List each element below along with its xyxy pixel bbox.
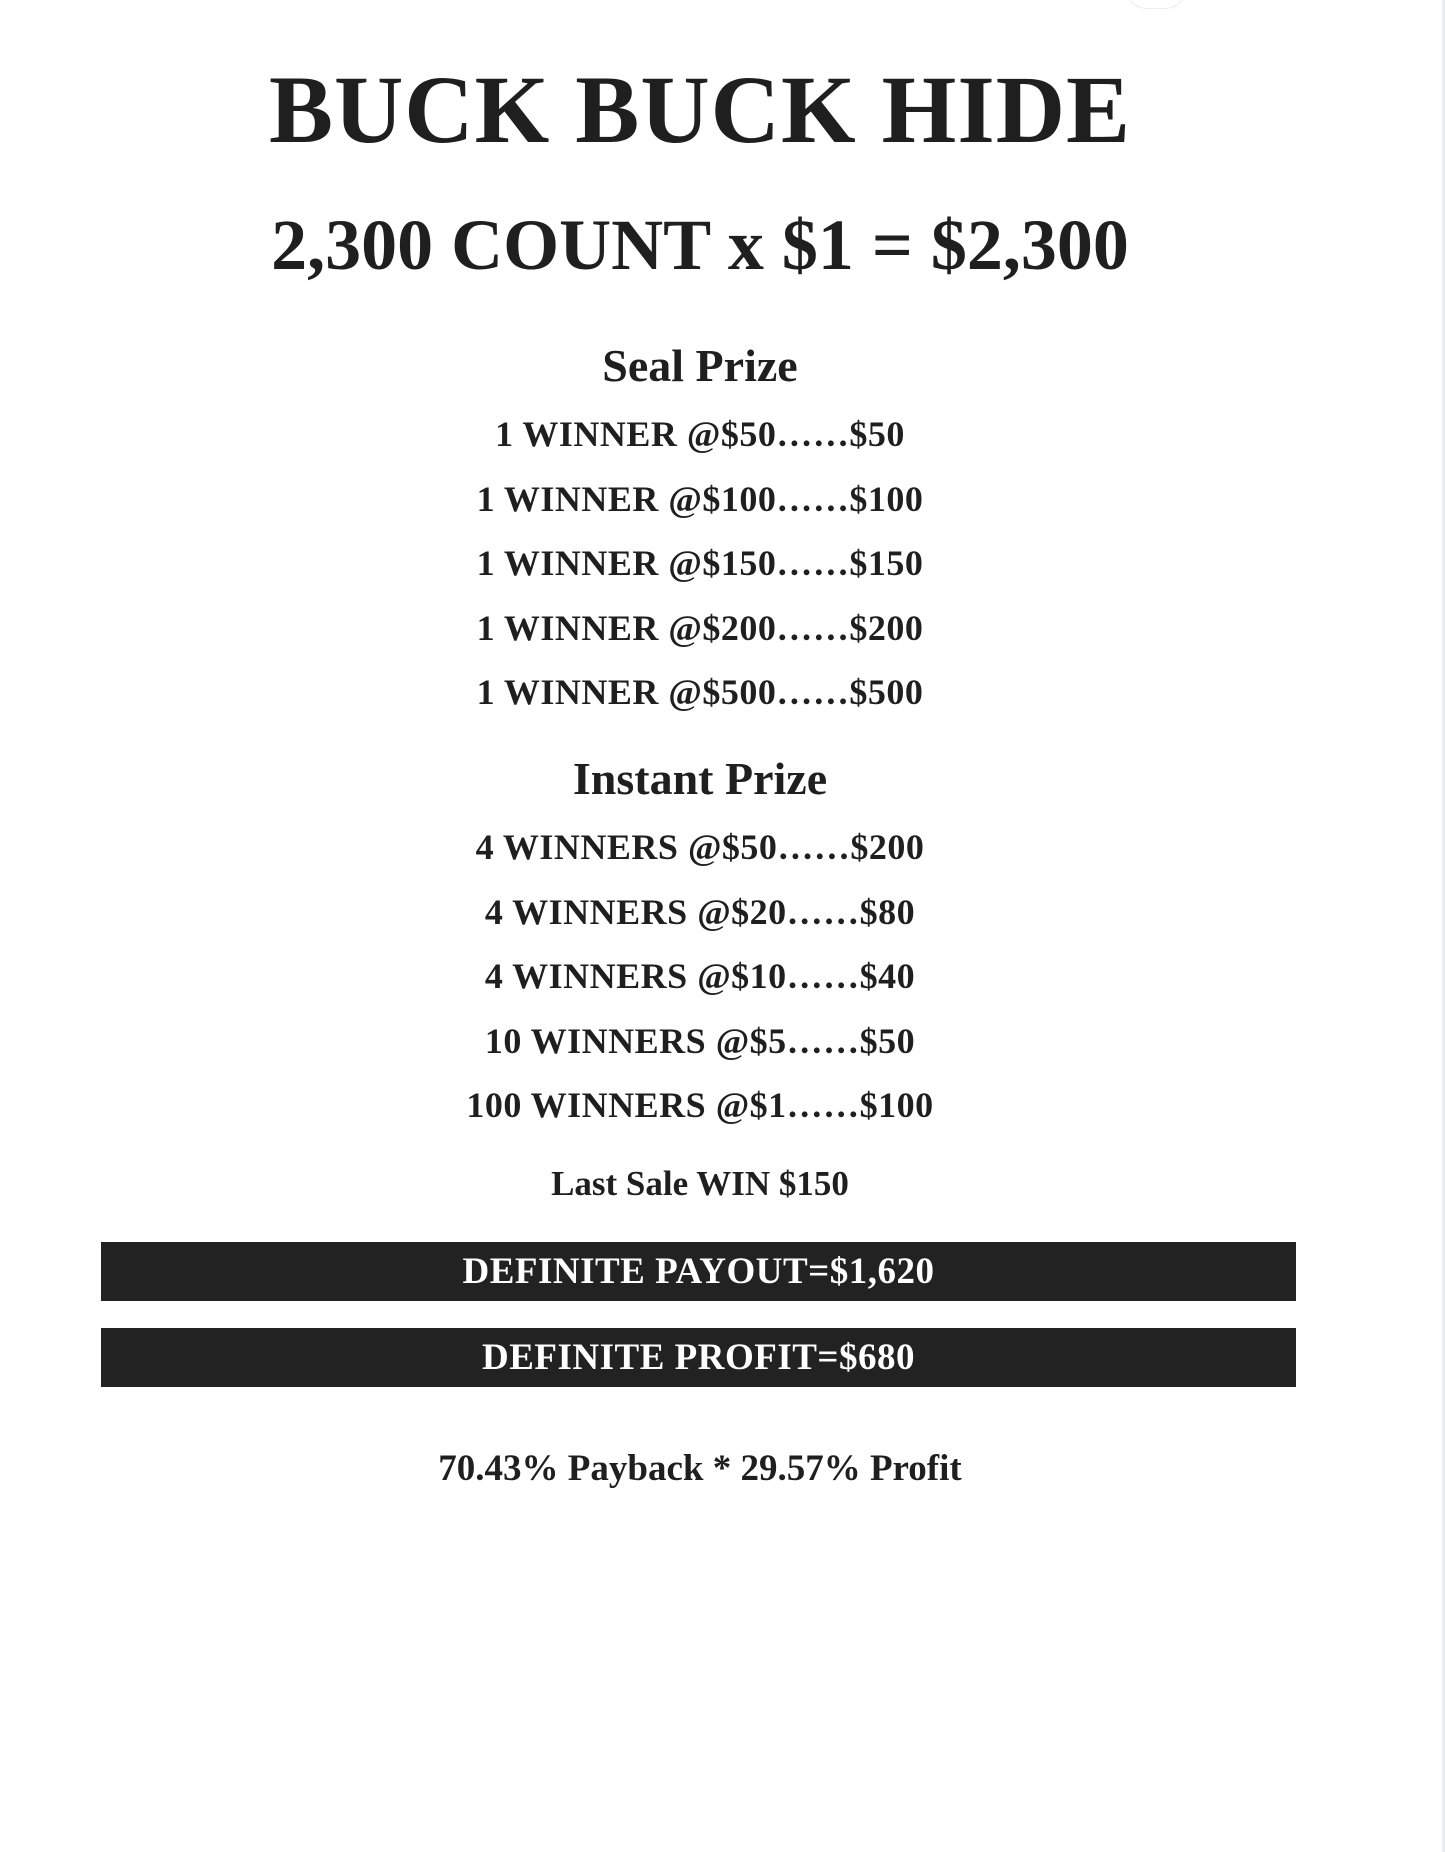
instant-prize-heading: Instant Prize bbox=[572, 753, 828, 804]
payback-summary: 70.43% Payback * 29.57% Profit bbox=[438, 1448, 962, 1489]
instant-prize-item: 4 WINNERS @$50……$200 bbox=[475, 827, 925, 867]
corner-decoration bbox=[1125, 0, 1187, 9]
instant-prize-item: 100 WINNERS @$1……$100 bbox=[466, 1085, 934, 1125]
seal-prize-item: 1 WINNER @$150……$150 bbox=[476, 543, 924, 583]
instant-prize-item: 4 WINNERS @$20……$80 bbox=[484, 891, 916, 932]
seal-prize-item: 1 WINNER @$100……$100 bbox=[476, 478, 924, 519]
definite-payout-bar: DEFINITE PAYOUT=$1,620 bbox=[101, 1242, 1296, 1301]
game-title: BUCK BUCK HIDE bbox=[268, 56, 1132, 163]
definite-profit-bar: DEFINITE PROFIT=$680 bbox=[101, 1328, 1296, 1387]
seal-prize-item: 1 WINNER @$200……$200 bbox=[476, 607, 924, 648]
count-summary: 2,300 COUNT x $1 = $2,300 bbox=[271, 205, 1129, 285]
seal-prize-item: 1 WINNER @$500……$500 bbox=[476, 672, 924, 712]
instant-prize-item: 10 WINNERS @$5……$50 bbox=[484, 1020, 916, 1061]
seal-prize-heading: Seal Prize bbox=[602, 340, 798, 391]
last-sale-text: Last Sale WIN $150 bbox=[551, 1164, 849, 1203]
instant-prize-item: 4 WINNERS @$10……$40 bbox=[484, 956, 916, 996]
seal-prize-list bbox=[0, 402, 1400, 725]
seal-prize-item: 1 WINNER @$50……$50 bbox=[495, 414, 905, 454]
instant-prize-list bbox=[0, 815, 1400, 1138]
